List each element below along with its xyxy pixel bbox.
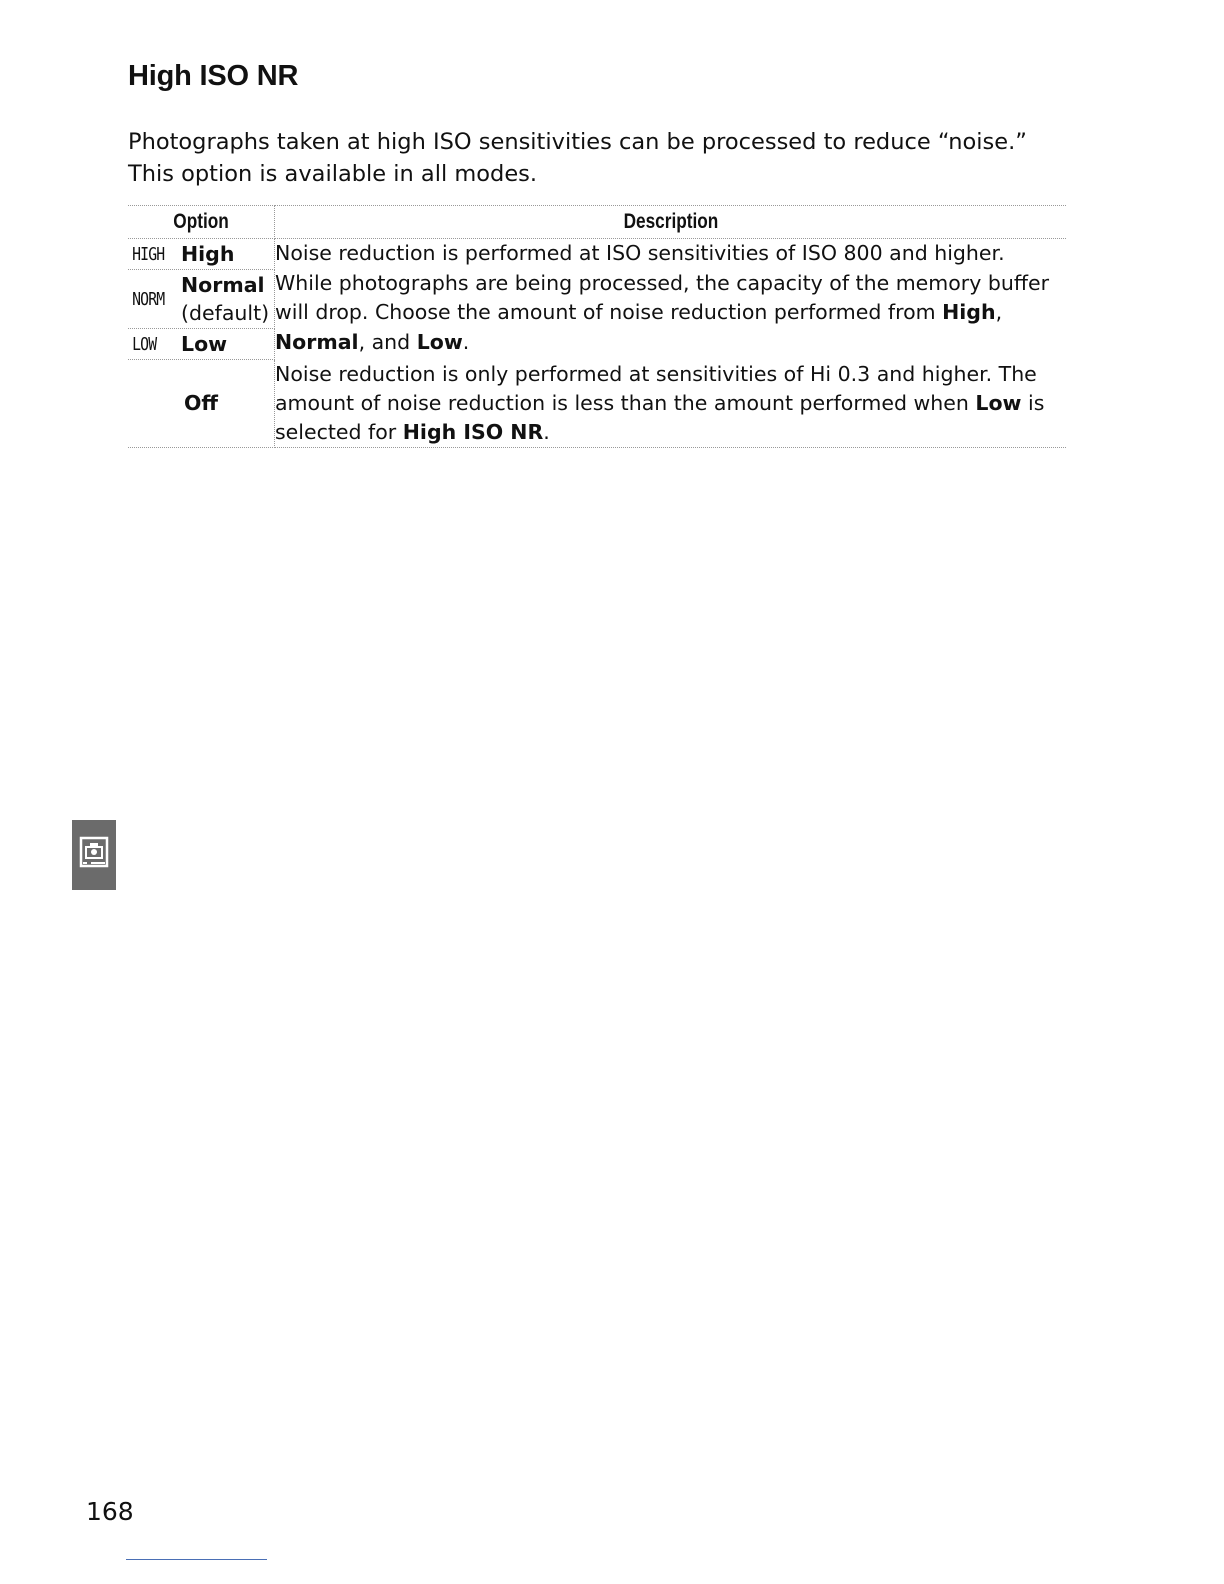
option-label: Low (181, 332, 228, 356)
option-default-note: (default) (181, 301, 270, 325)
table-row (128, 239, 1066, 270)
option-code: HIGH (132, 243, 165, 265)
option-high (128, 239, 275, 270)
option-code: NORM (132, 288, 165, 310)
option-low (128, 329, 275, 360)
camera-menu-icon (72, 820, 116, 890)
option-normal (128, 270, 275, 329)
shared-description: Noise reduction is performed at ISO sensitivities of ISO 800 and higher. While photographs are being processed, the capacity of the memory buffer will drop. Choose the amount of noise reduction performed from High, Normal, and Low. (275, 241, 1050, 354)
table-row (128, 360, 1066, 448)
description-header: Description (346, 206, 995, 239)
footer-rule (126, 1559, 267, 1560)
option-label: Normal (181, 273, 265, 297)
option-code: LOW (132, 333, 157, 355)
option-off: Off (128, 360, 275, 448)
page-number: 168 (86, 1497, 134, 1526)
option-label: High (181, 242, 235, 266)
option-label-group (181, 271, 269, 327)
option-header: Option (141, 206, 261, 239)
intro-paragraph: Photographs taken at high ISO sensitivities can be processed to reduce “noise.” This option is available in all modes. (128, 129, 1027, 187)
options-table (128, 205, 1066, 448)
off-description: Noise reduction is only performed at sensitivities of Hi 0.3 and higher. The amount of noise reduction is less than the amount performed when Low is selected for High ISO NR. (275, 360, 1067, 448)
page-title: High ISO NR (128, 60, 299, 92)
